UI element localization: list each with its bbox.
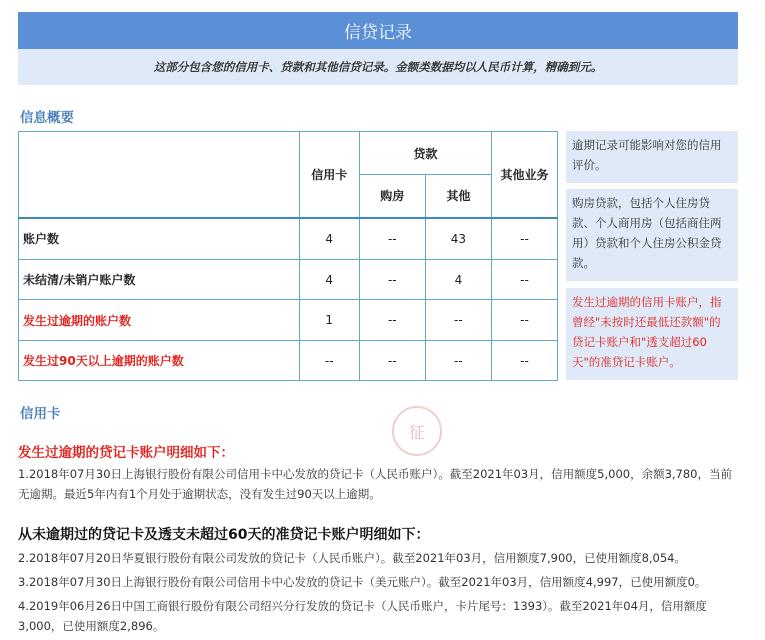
cell: 43: [425, 218, 491, 260]
cell: --: [425, 341, 491, 381]
table-corner: [19, 132, 300, 218]
note-overdue-impact: 逾期记录可能影响对您的信用评价。: [566, 131, 738, 183]
cell: 4: [299, 260, 359, 300]
notice-text: 这部分包含您的信用卡、贷款和其他信贷记录。金额类数据均以人民币计算，精确到元。: [18, 49, 738, 85]
cell: --: [491, 260, 557, 300]
cell: 4: [299, 218, 359, 260]
cell: --: [359, 260, 425, 300]
table-row: [19, 300, 558, 341]
col-loan-other: 其他: [425, 175, 491, 218]
cell: --: [359, 218, 425, 260]
cell: --: [491, 341, 557, 381]
summary-heading: 信息概要: [20, 110, 74, 126]
cell: --: [425, 300, 491, 341]
credit-seal-icon: 征: [392, 406, 442, 456]
list-item: 3.2018年07月30日上海银行股份有限公司信用卡中心发放的贷记卡（美元账户）。截至2021年03月，信用额度4,997，已使用额度0。: [18, 575, 707, 589]
note-housing-loan: 购房贷款，包括个人住房贷款、个人商用房（包括商住两用）贷款和个人住房公积金贷款。: [566, 189, 738, 281]
cell: 4: [425, 260, 491, 300]
row-label: 发生过90天以上逾期的账户数: [19, 341, 300, 381]
summary-table: [18, 131, 558, 381]
col-credit-card: 信用卡: [299, 132, 359, 218]
cell: 1: [299, 300, 359, 341]
table-row: [19, 260, 558, 300]
row-label: 账户数: [19, 218, 300, 260]
list-item: 2.2018年07月20日华夏银行股份有限公司发放的贷记卡（人民币账户）。截至2021年03月，信用额度7,900，已使用额度8,054。: [18, 551, 686, 565]
cell: --: [359, 341, 425, 381]
normal-title: 从未逾期过的贷记卡及透支未超过60天的准贷记卡账户明细如下：: [18, 527, 430, 543]
table-row: [19, 218, 558, 260]
overdue-title: 发生过逾期的贷记卡账户明细如下：: [18, 445, 234, 461]
row-label: 未结清/未销户账户数: [19, 260, 300, 300]
cell: --: [491, 218, 557, 260]
cell: --: [359, 300, 425, 341]
table-row: [19, 341, 558, 381]
cell: --: [299, 341, 359, 381]
note-overdue-card: 发生过逾期的信用卡账户，指曾经"未按时还最低还款额"的贷记卡账户和"透支超过60天"的准贷记卡账户。: [566, 288, 738, 380]
row-label: 发生过逾期的账户数: [19, 300, 300, 341]
list-item: 4.2019年06月26日中国工商银行股份有限公司绍兴分行发放的贷记卡（人民币账户，卡片尾号：1393）。截至2021年04月，信用额度3,000，已使用额度2,896。: [18, 599, 707, 633]
credit-card-heading: 信用卡: [20, 406, 61, 422]
col-loan-housing: 购房: [359, 175, 425, 218]
list-item: 1.2018年07月30日上海银行股份有限公司信用卡中心发放的贷记卡（人民币账户）。截至2021年03月，信用额度5,000，余额3,780，当前无逾期。最近5年内有1个月处于逾期状态，没有发生过90天以上逾期。: [18, 467, 732, 501]
cell: --: [491, 300, 557, 341]
col-other-business: 其他业务: [491, 132, 557, 218]
page-title: 信贷记录: [18, 12, 738, 49]
col-loan: 贷款: [359, 132, 491, 175]
